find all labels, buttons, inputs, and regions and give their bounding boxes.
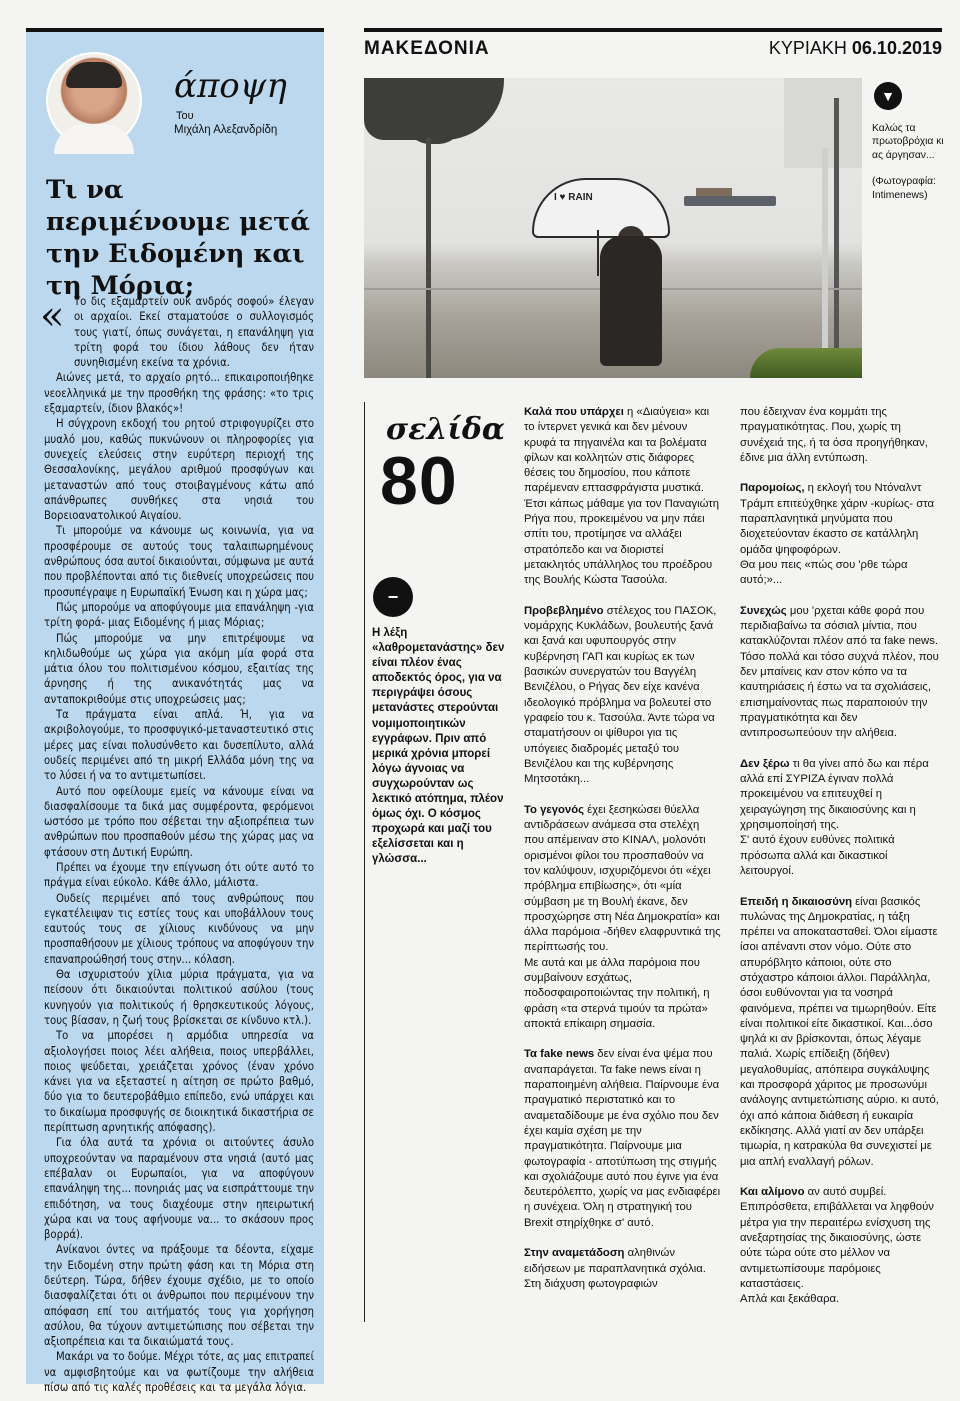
news-item [740,1185,940,1307]
author-photo [46,52,142,148]
newspaper-masthead: ΜΑΚΕΔΟΝΙΑ [364,38,490,59]
opinion-paragraph: Για όλα αυτά τα χρόνια οι αιτούντες άσυλο υποχρεούνταν να παραμένουν στα νησιά (αυτό μας επέβαλαν οι Ευρωπαίοι, για να αποφύγουν επανάληψη της... πονηριάς μας να εισπράττουμε την επιδότηση, να τους διαχέουμε στην ηπειρωτική χώρα και να τους αφήνουμε να... το σκάσουν προς βορρά). [44,1136,314,1242]
news-item [524,1047,722,1231]
down-triangle-icon: ▼ [874,82,902,110]
minus-icon: − [373,577,413,617]
opinion-column [26,28,324,1395]
news-item [740,757,940,879]
opinion-paragraph: Αιώνες μετά, το αρχαίο ρητό... επικαιροποιήθηκε νεοελληνικά με την προσθήκη της φράσης: «το τρις εξαμαρτείν, ίδιον βλακός»! [44,371,314,416]
news-item-text: έχει ξεσηκώσει θύελλα αντιδράσεων ανάμεσα στα στελέχη που απέμειναν στο ΚΙΝΑΛ, μολονότι ορισμένοι φίλοι του προσπαθούν να τον καλύψουν, ισχυριζόμενοι ότι «έχει πρόβλημα επιβίωσης», ότι «μία σύμβαση με τη Βουλή έκανε, δεν προσχώρησε στη Νέα Δημοκρατία» και άλλα παρόμοια -δήθεν ελαφρυντικά της περίπτωσής του. Με αυτά και με άλλα παρόμοια που συμβαίνουν εσχάτως, ποδοσφαιροποιώντας την πολιτική, η φράση «τα στερνά τιμούν τα πρώτα» αποκτά επίκαιρη σημασία. [524,803,721,1030]
opinion-paragraph: Αυτό που οφείλουμε εμείς να κάνουμε είναι να διασφαλίσουμε τα δικά μας συμφέροντα, φερόμενοι ωστόσο με τρόπο που σέβεται την αξιοπρέπεια των ανθρώπων που προσπαθούν μέσω της χώρας μας να φτάσουν στη Δυτική Ευρώπη. [44,784,314,859]
news-item-lead: Το γεγονός [524,803,584,816]
news-item-text: δεν είναι ένα ψέμα που αναπαράγεται. Τα fake news είναι η παραποιημένη αλήθεια. Παίρνουμε ένα πραγματικό περιστατικό και το αναμεταδίδουμε με ένα σχόλιο που δεν έχει καμία σχέση με την πραγματικότητα. Παίρνουμε μια φωτογραφία - αποτύπωση της στιγμής και σχολιάζουμε αυτό που έγινε για ένα δευτερόλεπτο, χωρίς να μας ενδιαφέρει η συνέχεια. Όλη η στρατηγική του Brexit στηρίχθηκε σ' αυτό. [524,1048,721,1229]
news-item-lead: Επειδή η δικαιοσύνη [740,895,852,908]
section-label: άποψη [174,66,287,106]
opinion-headline: Τι να περιμένουμε μετά την Ειδομένη και τη Μόρια; [46,175,311,301]
issue-date [700,38,942,59]
news-item-text: στέλεχος του ΠΑΣΟΚ, νομάρχης Κυκλάδων, βουλευτής ξανά και ξανά και υφυπουργός στην κυβέρνηση ΓΑΠ και κυρίως εκ των βασικών συνεργατών του Βαγγέλη Βενιζέλου, ο Ρήγας δεν είχε κανένα ιδεολογικό πρόβλημα να βολευτεί στο γραφείο του κ. Τασούλα. Άντε τώρα να σταματήσουν οι ψίθυροι για τις υπόγειες διαδρομές μεταξύ του Βενιζέλου και της κυβέρνησης Μητσοτάκη... [524,604,717,786]
news-item-text: τι θα γίνει από δω και πέρα αλλά επί ΣΥΡΙΖΑ έγιναν πολλά προκειμένου να επιτευχθεί η χειραγώγηση της δικαιοσύνης και η χρησιμοποίησή της. Σ' αυτό έχουν ευθύνες πολιτικά πρόσωπα αλλά και δικαστικοί λειτουργοί. [740,757,929,877]
sidebar-divider [364,402,365,1322]
opinion-paragraph: Τι μπορούμε να κάνουμε ως κοινωνία, για να προσφέρουμε σε αυτούς τους ταλαιπωρημένους ανθρώπους όσα αυτοί δικαιούνται, σύμφωνα με αυτά που προβλέπονται από τις διεθνείς υποχρεώσεις που προσυπέγραψε η Ευρωπαϊκή Ένωση και η χώρα μας; [44,524,314,599]
news-item [740,481,940,588]
author-name: Μιχάλη Αλεξανδρίδη [174,124,278,136]
news-item-text: που έδειχναν ένα κομμάτι της πραγματικότητας. Που, χωρίς τη συνέχειά της, ή τα όσα προηγήθηκαν, έδινε μια άλλη εντύπωση. [740,406,928,464]
author-prefix: Του [176,110,194,122]
opinion-body [44,294,314,1395]
news-item-lead: Και αλίμονο [740,1186,805,1199]
news-item [524,1246,722,1292]
news-item [740,604,940,742]
opinion-paragraph: Η σύγχρονη εκδοχή του ρητού στριφογυρίζει στο μυαλό μου, καθώς πυκνώνουν οι πληροφορίες για συνεχείς ελεύσεις στην ευρύτερη περιοχή της Θεσσαλονίκης, μεγάλου αριθμού προσφύγων και μεταναστών από τους στοιβαγμένους κάτω από απάνθρωπες συνθήκες στα νησιά του Βορειοανατολικού Αιγαίου. [44,417,314,523]
news-item-lead: Συνεχώς [740,604,787,617]
news-item-lead: Δεν ξέρω [740,757,790,770]
page-number: 80 [380,443,458,519]
opinion-paragraph: Θα ισχυριστούν χίλια μύρια πράγματα, για να πείσουν ότι δικαιούνται πολιτικού ασύλου (τους κυνηγούν για πολιτικούς ή θρησκευτικούς λόγους, τους βίασαν, η ζωή τους βρίσκεται σε κίνδυνο κτλ.). [44,968,314,1027]
quote-mark: « [40,293,65,339]
news-item [524,405,722,589]
news-item [524,803,722,1032]
opinion-paragraph: Το να μπορέσει η αρμόδια υπηρεσία να αξιολογήσει ποιος λέει αλήθεια, ποιος υπερβάλλει, ποιος ψεύδεται, χρειάζεται χρόνος (έναν χρόνο κάνει για να εξεταστεί η αίτηση σε πρώτο βαθμό, δύο για το δευτεροβάθμιο επίπεδο, ενώ υπάρχει και το δικαίωμα προσφυγής σε διοικητικά δικαστήρια σε περίπτωση αρνητικής απόφασης). [44,1029,314,1135]
photo-credit: (Φωτογραφία: Intimenews) [872,176,936,201]
news-item-lead: Καλά που υπάρχει [524,406,624,418]
news-item-text: η «Διαύγεια» και το ίντερνετ γενικά και δεν μένουν κρυφά τα πηγαινέλα και τα βολέματα φίλων και κολλητών στις διάφορες θέσεις του δημοσίου, που κάποτε παρέμεναν επτασφράγιστα μυστικά. Έτσι κάπως μάθαμε για τον Παναγιώτη Ρήγα που, προκειμένου να μην πάει σπίτι του, προτίμησε να αλλάξει στρατόπεδο και να διοριστεί μετακλητός υπάλληλος του προέδρου της Βουλής Κώστα Τασούλα. [524,406,720,587]
caption-text: Καλώς τα πρωτοβρόχια κι ας άργησαν... [872,123,944,161]
column-b [740,405,940,1323]
rain-photo [364,78,862,378]
opinion-paragraph: Μακάρι να το δούμε. Μέχρι τότε, ας μας επιτραπεί να αμφισβητούμε και να φωτίζουμε την αλήθεια πίσω από τις καλές προθέσεις και τα μεγάλα λόγια. [44,1350,314,1395]
news-item-lead: Τα fake news [524,1048,595,1061]
sidebar-text: Η λέξη «λαθρομετανάστης» δεν είναι πλέον ένας αποδεκτός όρος, για να περιγράψει όσους μετανάστες στερούνται νομιμοποιητικών εγγράφων. Πριν από μερικά χρόνια μπορεί λόγω άγνοιας να συγχωρούνταν ως λεκτικό ατόπημα, πλέον όμως όχι. Ο κόσμος προχωρά και μαζί του εξελίσσεται και η γλώσσα... [372,627,505,866]
news-item-text: είναι βασικός πυλώνας της Δημοκρατίας, η τάξη πρέπει να αποκατασταθεί. Όλοι είμαστε ίσοι απέναντι στον νόμο. Ούτε στο απυρόβλητο κάποιοι, ούτε στο στόχαστρο κάποιοι άλλοι. Παράλληλα, όσοι ευθύνονται για τα νοσηρά φαινόμενα, πρέπει να τιμωρηθούν. Είτε είναι πολιτικοί είτε δικαστικοί. Και...όσο ψηλά κι αν βρίσκονται, όπως λέγαμε παλιά. Χωρίς επίδειξη (δήθεν) μεγαλοθυμίας, απόπειρα συγκάλυψης και προσφορά χάριτος με προσωνύμι ανάλογης αντιμετώπισης αύριο. κι αυτό, όχι από κάποια διάθεση ή ευκαιρία εκδίκησης. Αλλά γιατί αν δεν υπάρξει τιμωρία, η κατρακύλα θα συνεχιστεί με μια απλή εναλλαγή ρόλων. [740,895,939,1168]
umbrella-text: I ♥ RAIN [554,192,593,203]
news-item-lead: Παρομοίως, [740,482,805,495]
opinion-paragraph: Πώς μπορούμε να μην επιτρέψουμε να κηλιδωθούμε ως χώρα για ακόμη μία φορά στα μάτια όλου του πολιτισμένου κόσμου, εξαιτίας της άρνησης ή της ανικανότητάς μας να ανταποκριθούμε στις υποχρεώσεις μας; [44,631,314,706]
opinion-paragraph: Ανίκανοι όντες να πράξουμε τα δέοντα, είχαμε την Ειδομένη στην πρώτη φάση και τη Μόρια στη δεύτερη. Τώρα, δήθεν έχουμε σχέδιο, με το οποίο διασφαλίζεται ότι οι άνθρωποι που περιμένουν την απόφαση επί του αιτήματός τους για χορήγηση ασύλου, θα τύχουν αντιμετώπισης που σέβεται την αξιοπρέπεια και τα δικαιώματά τους. [44,1243,314,1349]
person-silhouette [600,236,662,366]
news-item-lead: Προβεβλημένο [524,604,604,617]
column-a [524,405,722,1308]
news-item [740,405,940,466]
opinion-paragraph: Ουδείς περιμένει από τους ανθρώπους που εγκατέλειψαν τις εστίες τους και υποβάλλουν τους εαυτούς τους σε χίλιους κινδύνους να μην προσπαθήσουν με χίλιους τρόπους να αποφύγουν την επαναπροώθησή τους στην... κόλαση. [44,891,314,966]
header-rule [364,28,942,32]
issue-day: ΚΥΡΙΑΚΗ [768,38,847,58]
page-label: σελίδα [386,412,506,447]
news-item-text: μου 'ρχεται κάθε φορά που περιδιαβαίνω τα σόσιαλ μίντια, που κατακλύζονται πλέον από τα fake news. Τόσο πολλά και τόσο συχνά πλέον, που δεν μπαίνεις καν στον κόπο να τα καυτηριάσεις ή έστω να τα σχολιάσεις, επισημαίνοντας πως παραποιούν την πραγματικότητα και δεν αντιπροσωπεύουν την αλήθεια. [740,604,939,740]
opinion-paragraph: Τα πράγματα είναι απλά. Ή, για να ακριβολογούμε, το προσφυγικό-μεταναστευτικό στις μέρες μας είναι πολυσύνθετο και δυσεπίλυτο, αλλά ουδείς περιμένει από τη μικρή Ελλάδα μόνη της να το λύσει ή να το αντιμετωπίσει. [44,708,314,783]
umbrella [532,178,670,238]
news-item [740,895,940,1170]
opinion-paragraph: Το δις εξαμαρτείν ουκ ανδρός σοφού» έλεγαν οι αρχαίοι. Εκεί σταματούσε ο συλλογισμός τους γιατί, όπως συνάγεται, η επανάληψη για τρίτη φορά του ίδιου λάθους δεν ήταν συνηθισμένη εκείνα τα χρόνια. [74,295,314,370]
issue-date-value: 06.10.2019 [851,38,942,58]
news-item-lead: Στην αναμετάδοση [524,1247,625,1260]
news-item-text: η εκλογή του Ντόναλντ Τράμπ επιτεύχθηκε χάριν -κυρίως- στα παραπλανητικά μηνύματα που διοχετεύονταν έκαστο σε κατάλληλη ομάδα ψηφοφόρων. Θα μου πεις «πώς σου 'ρθε τώρα αυτό;»... [740,482,935,587]
opinion-paragraph: Πώς μπορούμε να αποφύγουμε μια επανάληψη -για τρίτη φορά- μιας Ειδομένης ή μιας Μόριας; [44,600,314,630]
opinion-paragraph: Πρέπει να έχουμε την επίγνωση ότι ούτε αυτό το πράγμα είναι εύκολο. Κάθε άλλο, μάλιστα. [44,860,314,890]
news-item-text: αν αυτό συμβεί. Επιπρόσθετα, επιβάλλεται να ληφθούν μέτρα για την περαιτέρω ενίσχυση της ανεξαρτησίας της δικαιοσύνης, ώστε ούτε τώρα ούτε στο μέλλον να αντιμετωπίσουμε παρόμοιες καταστάσεις. Απλά και ξεκάθαρα. [740,1186,934,1306]
news-item-text: αληθινών ειδήσεων με παραπλανητικά σχόλια. Στη διάχυση φωτογραφιών [524,1247,706,1290]
photo-caption [872,122,948,215]
news-item [524,604,722,788]
